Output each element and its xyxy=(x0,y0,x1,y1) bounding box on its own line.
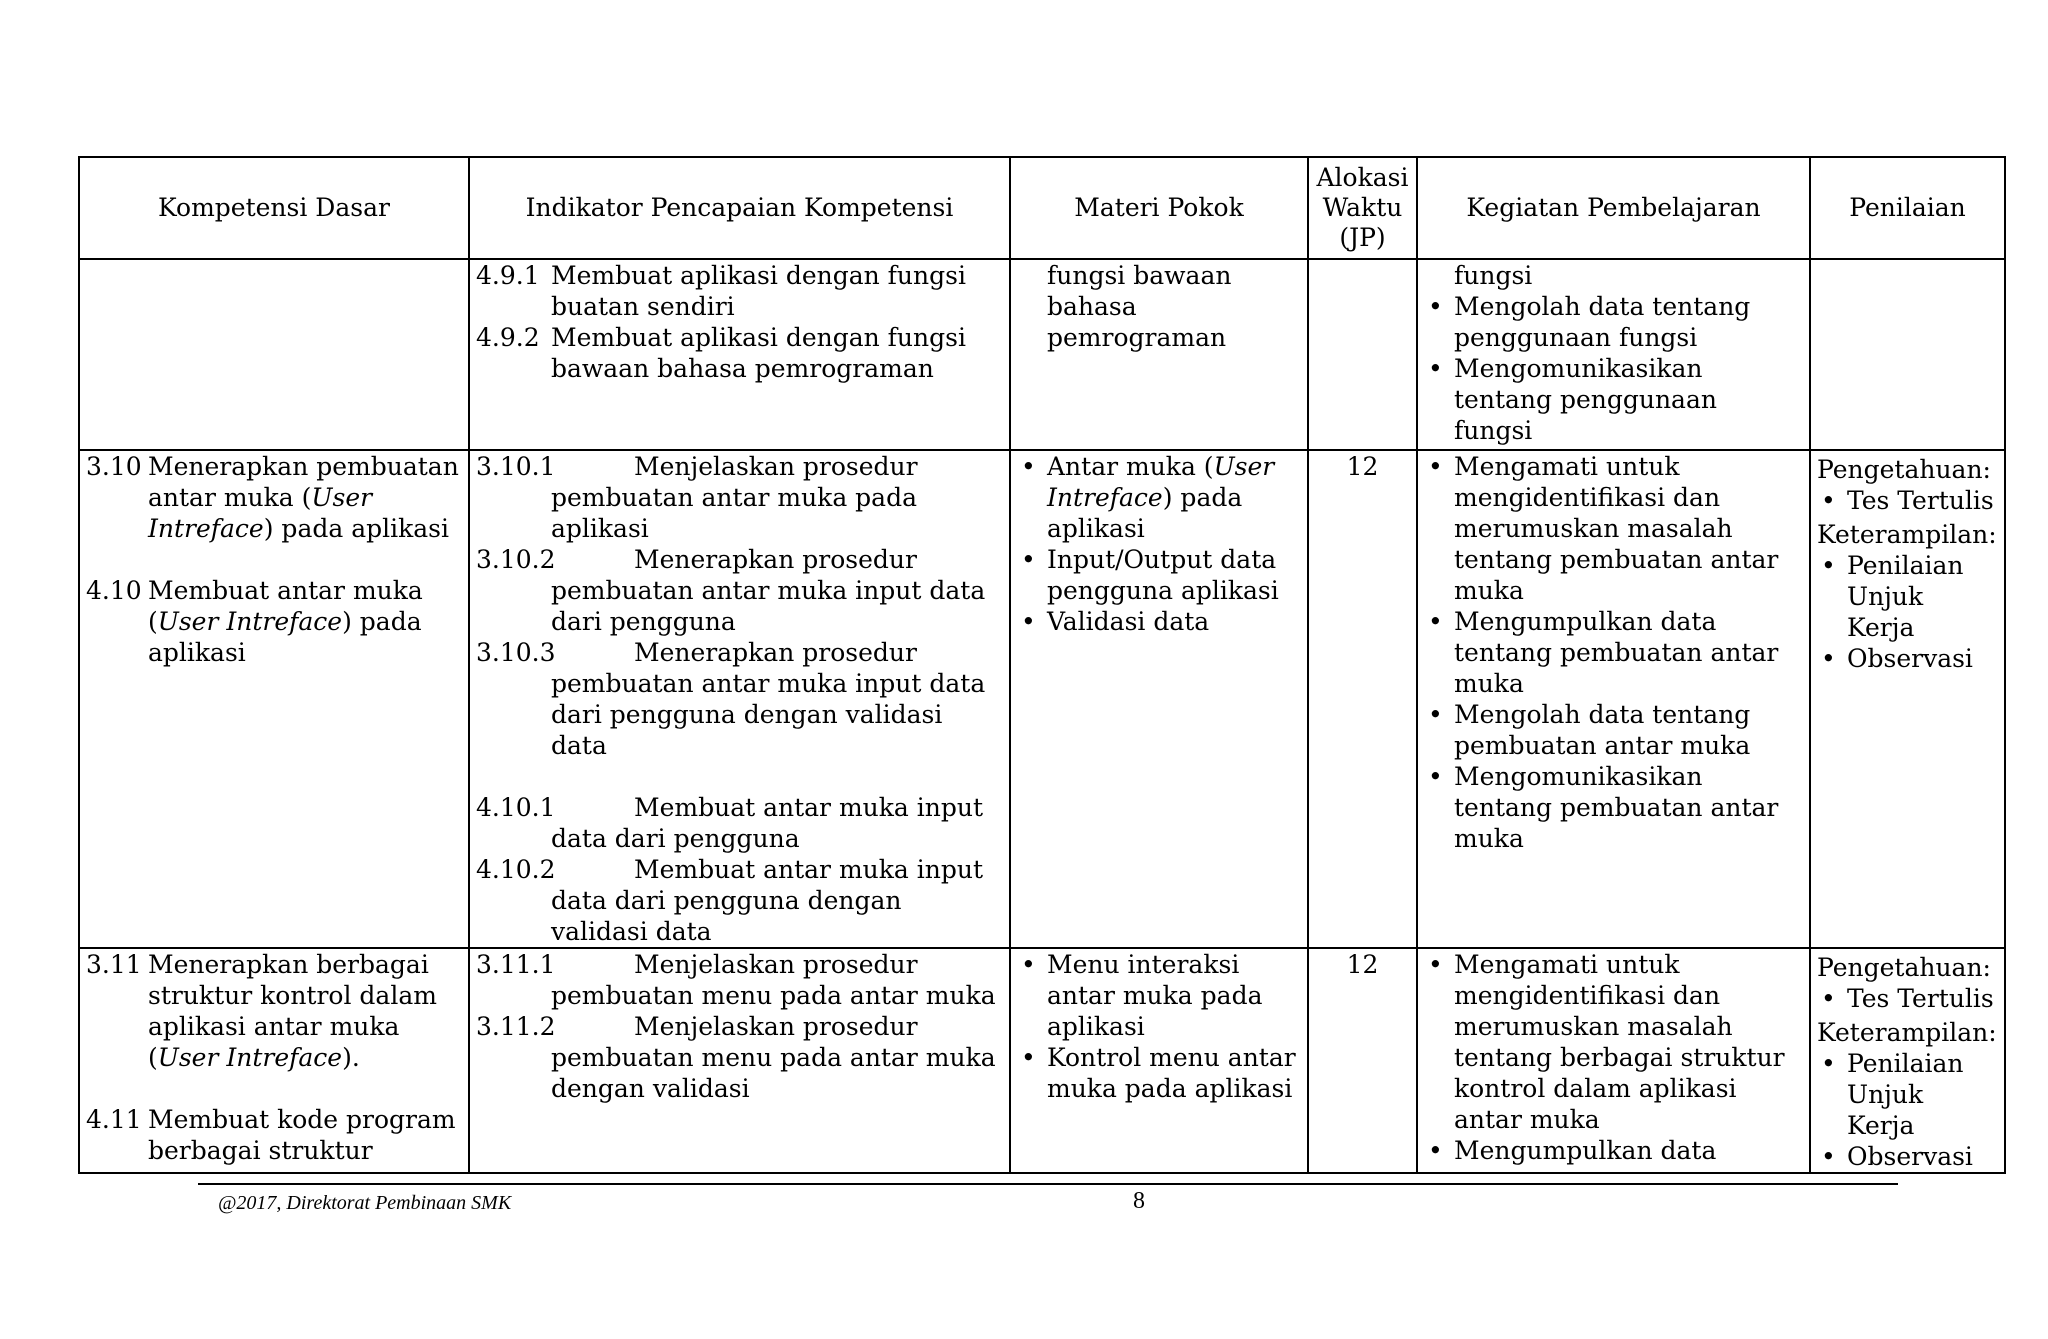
header-materi-pokok: Materi Pokok xyxy=(1010,157,1308,259)
ipk-text: Membuat antar muka input data dari pengguna dengan validasi data xyxy=(551,855,984,946)
kd-cell xyxy=(79,450,469,948)
header-alokasi-waktu xyxy=(1308,157,1417,259)
list-item: • Validasi data xyxy=(1017,606,1301,637)
header-kompetensi-dasar: Kompetensi Dasar xyxy=(79,157,469,259)
header-kegiatan: Kegiatan Pembelajaran xyxy=(1417,157,1810,259)
kegiatan-list xyxy=(1424,451,1803,854)
penilaian-list xyxy=(1817,485,1998,516)
penilaian-pengetahuan-label: Pengetahuan: xyxy=(1817,953,1991,982)
list-item: • Mengolah data tentang penggunaan fungsi xyxy=(1424,291,1803,353)
ipk-item xyxy=(476,1011,1003,1104)
list-item: • Antar muka (User Intreface) pada aplikasi xyxy=(1017,451,1301,544)
kd-number: 4.10 xyxy=(86,576,142,605)
ipk-text: Menjelaskan prosedur pembuatan antar muka pada aplikasi xyxy=(551,452,918,543)
ipk-item xyxy=(476,451,1003,544)
table-row xyxy=(79,450,2005,948)
ipk-text: Menerapkan prosedur pembuatan antar muka input data dari pengguna xyxy=(551,545,986,636)
kd-number: 3.11 xyxy=(86,950,142,979)
kd-number: 4.11 xyxy=(86,1105,142,1134)
kegiatan-cell xyxy=(1417,450,1810,948)
kd-number: 3.10 xyxy=(86,452,142,481)
kd-item xyxy=(86,575,462,668)
kd-item xyxy=(86,451,462,544)
kd-text: Membuat kode program berbagai struktur xyxy=(148,1105,456,1165)
footer-divider xyxy=(198,1183,1898,1185)
materi-list xyxy=(1017,451,1301,637)
kegiatan-list xyxy=(1424,291,1803,446)
ipk-number: 3.10.3 xyxy=(476,638,556,667)
list-item: • Penilaian Unjuk Kerja xyxy=(1817,550,1998,643)
penilaian-cell xyxy=(1810,948,2005,1173)
ipk-item xyxy=(476,322,1003,384)
ipk-cell xyxy=(469,450,1010,948)
ipk-number: 3.10.2 xyxy=(476,545,556,574)
header-indikator: Indikator Pencapaian Kompetensi xyxy=(469,157,1010,259)
alokasi-cell: 12 xyxy=(1308,948,1417,1173)
penilaian-keterampilan-label: Keterampilan: xyxy=(1817,520,1997,549)
page-number: 8 xyxy=(1133,1188,1145,1214)
list-item: • Input/Output data pengguna aplikasi xyxy=(1017,544,1301,606)
materi-cell xyxy=(1010,948,1308,1173)
list-item: • Mengamati untuk mengidentifikasi dan merumuskan masalah tentang pembuatan antar muka xyxy=(1424,451,1803,606)
kegiatan-lead: fungsi xyxy=(1454,261,1533,290)
ipk-item xyxy=(476,544,1003,637)
syllabus-table xyxy=(78,156,2006,1174)
list-item: • Mengomunikasikan tentang pembuatan antar muka xyxy=(1424,761,1803,854)
ipk-item xyxy=(476,792,1003,854)
penilaian-pengetahuan-label: Pengetahuan: xyxy=(1817,455,1991,484)
kegiatan-cell xyxy=(1417,259,1810,450)
kd-text: Menerapkan berbagai struktur kontrol dalam aplikasi antar muka (User Intreface). xyxy=(148,950,437,1072)
ipk-item xyxy=(476,854,1003,947)
penilaian-list xyxy=(1817,983,1998,1014)
table-row xyxy=(79,259,2005,450)
kd-cell xyxy=(79,259,469,450)
penilaian-cell xyxy=(1810,450,2005,948)
kegiatan-cell xyxy=(1417,948,1810,1173)
ipk-text: Menerapkan prosedur pembuatan antar muka input data dari pengguna dengan validasi data xyxy=(551,638,986,760)
ipk-text: Menjelaskan prosedur pembuatan menu pada antar muka dengan validasi xyxy=(551,1012,996,1103)
list-item: • Tes Tertulis xyxy=(1817,485,1998,516)
list-item: • Mengumpulkan data tentang pembuatan antar muka xyxy=(1424,606,1803,699)
header-alokasi-line2: Waktu xyxy=(1322,193,1403,222)
header-alokasi-line1: Alokasi xyxy=(1316,163,1409,192)
kd-text: Membuat antar muka (User Intreface) pada aplikasi xyxy=(148,576,423,667)
ipk-item xyxy=(476,949,1003,1011)
ipk-text: Menjelaskan prosedur pembuatan menu pada antar muka xyxy=(551,950,996,1010)
ipk-number: 4.10.1 xyxy=(476,793,556,822)
ipk-text: Membuat aplikasi dengan fungsi bawaan bahasa pemrograman xyxy=(551,323,966,383)
ipk-item xyxy=(476,637,1003,761)
ipk-number: 4.9.1 xyxy=(476,261,540,290)
list-item: • Mengomunikasikan tentang penggunaan fungsi xyxy=(1424,353,1803,446)
list-item: • Tes Tertulis xyxy=(1817,983,1998,1014)
list-item: • Mengumpulkan data xyxy=(1424,1135,1803,1166)
penilaian-list xyxy=(1817,1048,1998,1172)
kd-cell xyxy=(79,948,469,1173)
materi-cell xyxy=(1010,450,1308,948)
table-row xyxy=(79,948,2005,1173)
list-item: • Menu interaksi antar muka pada aplikasi xyxy=(1017,949,1301,1042)
list-item: • Kontrol menu antar muka pada aplikasi xyxy=(1017,1042,1301,1104)
header-penilaian: Penilaian xyxy=(1810,157,2005,259)
list-item: • Mengamati untuk mengidentifikasi dan merumuskan masalah tentang berbagai struktur kontrol dalam aplikasi antar muka xyxy=(1424,949,1803,1135)
materi-list xyxy=(1017,949,1301,1104)
list-item: • Mengolah data tentang pembuatan antar muka xyxy=(1424,699,1803,761)
ipk-text: Membuat antar muka input data dari pengguna xyxy=(551,793,984,853)
ipk-number: 3.11.1 xyxy=(476,950,556,979)
penilaian-cell xyxy=(1810,259,2005,450)
materi-cell xyxy=(1010,259,1308,450)
ipk-number: 3.10.1 xyxy=(476,452,556,481)
kegiatan-list xyxy=(1424,949,1803,1166)
footer-copyright: @2017, Direktorat Pembinaan SMK xyxy=(218,1192,512,1214)
ipk-cell xyxy=(469,259,1010,450)
list-item: • Observasi xyxy=(1817,1141,1998,1172)
kd-text: Menerapkan pembuatan antar muka (User Intreface) pada aplikasi xyxy=(148,452,459,543)
header-alokasi-line3: (JP) xyxy=(1339,223,1386,252)
ipk-text: Membuat aplikasi dengan fungsi buatan sendiri xyxy=(551,261,966,321)
header-row xyxy=(79,157,2005,259)
ipk-number: 4.10.2 xyxy=(476,855,556,884)
list-item: • Observasi xyxy=(1817,643,1998,674)
alokasi-cell: 12 xyxy=(1308,450,1417,948)
ipk-number: 3.11.2 xyxy=(476,1012,556,1041)
alokasi-cell xyxy=(1308,259,1417,450)
kd-item xyxy=(86,949,462,1073)
penilaian-keterampilan-label: Keterampilan: xyxy=(1817,1018,1997,1047)
ipk-cell xyxy=(469,948,1010,1173)
penilaian-list xyxy=(1817,550,1998,674)
ipk-item xyxy=(476,260,1003,322)
list-item: • Penilaian Unjuk Kerja xyxy=(1817,1048,1998,1141)
materi-text: fungsi bawaan bahasa pemrograman xyxy=(1047,261,1232,352)
ipk-number: 4.9.2 xyxy=(476,323,540,352)
kd-item xyxy=(86,1104,462,1166)
